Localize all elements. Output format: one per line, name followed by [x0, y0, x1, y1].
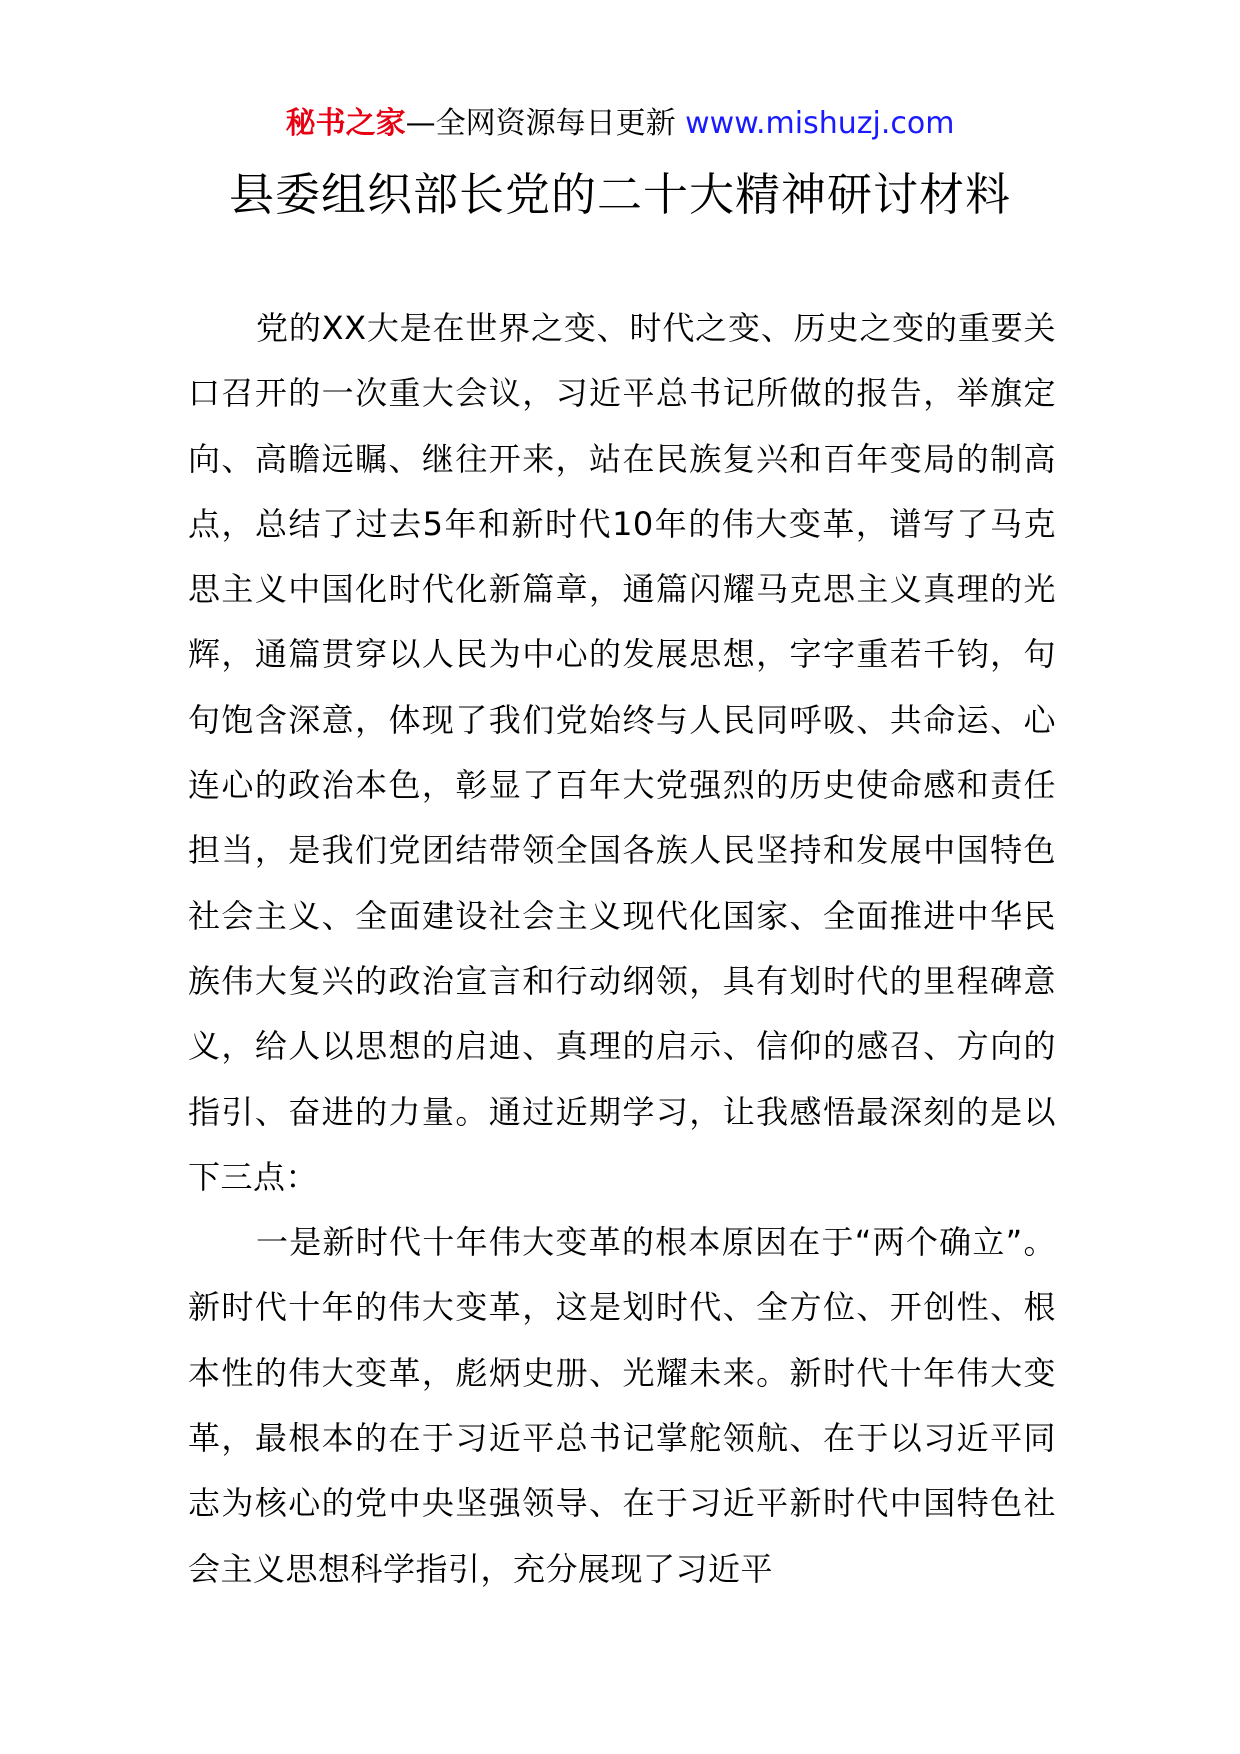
document-title: 县委组织部长党的二十大精神研讨材料: [228, 168, 1011, 221]
site-url-link[interactable]: www.mishuzj.com: [685, 106, 955, 141]
site-brand: 秘书之家: [285, 106, 406, 141]
document-body: [188, 296, 1056, 1602]
site-tagline: —全网资源每日更新: [405, 106, 686, 141]
paragraph-point-one: 一是新时代十年伟大变革的根本原因在于“两个确立”。新时代十年的伟大变革，这是划时代、全方位、开创性、根本性的伟大变革，彪炳史册、光耀未来。新时代十年伟大变革，最根本的在于习近平总书记掌舵领航、在于以习近平同志为核心的党中央坚强领导、在于习近平新时代中国特色社会主义思想科学指引，充分展现了习近平: [188, 1223, 1056, 1588]
paragraph-intro: 党的XX大是在世界之变、时代之变、历史之变的重要关口召开的一次重大会议，习近平总书记所做的报告，举旗定向、高瞻远瞩、继往开来，站在民族复兴和百年变局的制高点，总结了过去5年和新时代10年的伟大变革，谱写了马克思主义中国化时代化新篇章，通篇闪耀马克思主义真理的光辉，通篇贯穿以人民为中心的发展思想，字字重若千钧，句句饱含深意，体现了我们党始终与人民同呼吸、共命运、心连心的政治本色，彰显了百年大党强烈的历史使命感和责任担当，是我们党团结带领全国各族人民坚持和发展中国特色社会主义、全面建设社会主义现代化国家、全面推进中华民族伟大复兴的政治宣言和行动纲领，具有划时代的里程碑意义，给人以思想的启迪、真理的启示、信仰的感召、方向的指引、奋进的力量。通过近期学习，让我感悟最深刻的是以下三点：: [188, 309, 1056, 1196]
site-header: [0, 102, 1240, 146]
